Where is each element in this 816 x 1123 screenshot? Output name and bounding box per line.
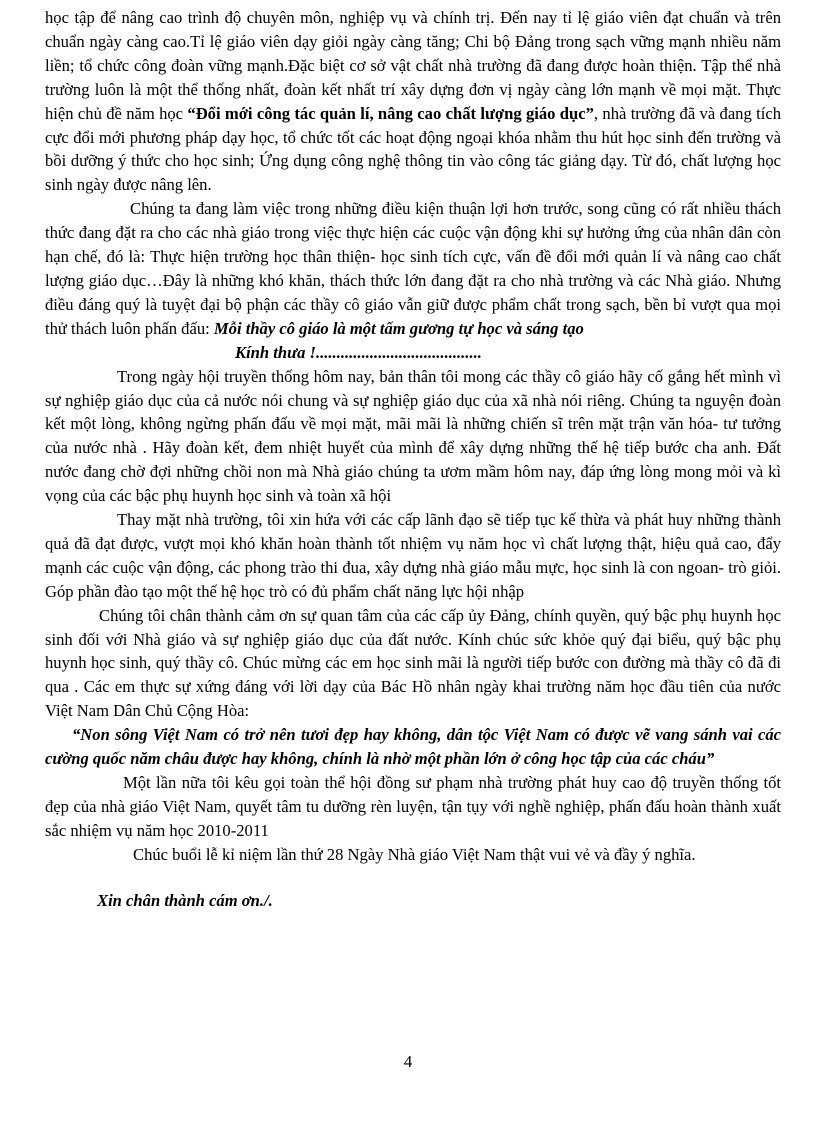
paragraph-challenges <box>45 197 781 340</box>
paragraph-text: Chúng ta đang làm việc trong những điều kiện thuận lợi hơn trước, song cũng có rất nhiều thách thức đang đặt ra cho các nhà giáo trong việc thực hiện các cuộc vận động khi sự hưởng ứng của nhân dân còn hạn chế, đó là: Thực hiện trường học thân thiện- học sinh tích cực, vấn đề đổi mới quản lí và nâng cao chất lượng giáo dục…Đây là những khó khăn, thách thức lớn đang đặt ra cho nhà trường và các Nhà giáo. Nhưng điều đáng quý là tuyệt đại bộ phận các thầy cô giáo vẫn giữ được phẩm chất trong sạch, bền bỉ vượt qua mọi thử thách luôn phấn đấu: <box>45 199 781 338</box>
paragraph-achievements <box>45 6 781 197</box>
teacher-motto: Mỗi thầy cô giáo là một tấm gương tự học và sáng tạo <box>213 318 584 338</box>
document-page <box>45 6 781 913</box>
school-year-theme: “Đổi mới công tác quản lí, nâng cao chất lượng giáo dục” <box>187 103 594 123</box>
salutation: Kính thưa !........................................ <box>235 342 482 362</box>
paragraph-commitment: Thay mặt nhà trường, tôi xin hứa với các cấp lãnh đạo sẽ tiếp tục kế thừa và phát huy những thành quả đã đạt được, vượt mọi khó khăn hoàn thành tốt nhiệm vụ năm học vì chất lượng thật, hiệu quả cao, đẩy mạnh các cuộc vận động, các phong trào thi đua, xây dựng nhà giáo mẫu mực, học sinh là con ngoan- trò giỏi. Góp phần đào tạo một thế hệ học trò có đủ phẩm chất năng lực hội nhập <box>45 510 781 601</box>
paragraph-text: học tập để nâng cao trình độ chuyên môn, nghiệp vụ và chính trị. Đến nay tỉ lệ giáo viên đạt chuẩn và trên chuẩn ngày càng cao.Tỉ lệ giáo viên dạy giỏi ngày càng tăng; Chi bộ Đảng trong sạch vững mạnh nhiều năm liền; tổ chức công đoàn vững mạnh.Đặc biệt cơ sở vật chất nhà trường đã đang được hoàn thiện. Tập thể nhà trường luôn là một thể thống nhất, đoàn kết nhất trí xây dựng đơn vị ngày càng lớn mạnh về mọi mặt. Thực hiện chủ đề năm học <box>45 8 781 123</box>
paragraph-call-to-action: Một lần nữa tôi kêu gọi toàn thể hội đồng sư phạm nhà trường phát huy cao độ truyền thống tốt đẹp của nhà giáo Việt Nam, quyết tâm tu dưỡng rèn luyện, tận tụy với nghề nghiệp, phấn đấu hoàn thành xuất sắc nhiệm vụ năm học 2010-2011 <box>45 773 781 840</box>
ho-chi-minh-quote: “Non sông Việt Nam có trở nên tươi đẹp hay không, dân tộc Việt Nam có được vẽ vang sánh vai các cường quốc năm châu được hay không, chính là nhờ một phần lớn ở công học tập của các cháu” <box>45 725 781 769</box>
closing-thanks: Xin chân thành cám ơn./. <box>97 890 273 910</box>
paragraph-text: , nhà trường đã và đang tích cực đổi mới phương pháp dạy học, tổ chức tốt các hoạt động ngoại khóa nhằm thu hút học sinh đến trường và bồi dưỡng ý thức cho học sinh; Ứng dụng công nghệ thông tin vào công tác giảng dạy. Từ đó, chất lượng học sinh ngày được nâng lên. <box>45 103 781 195</box>
paragraph-gratitude: Chúng tôi chân thành cảm ơn sự quan tâm của các cấp ủy Đảng, chính quyền, quý bậc phụ huynh học sinh đối với Nhà giáo và sự nghiệp giáo dục của đất nước. Kính chúc sức khỏe quý đại biểu, quý bậc phụ huynh học sinh, quý thầy cô. Chúc mừng các em học sinh mãi là người tiếp bước con đường mà thầy cô đã đi qua . Các em thực sự xứng đáng với lời dạy của Bác Hồ nhân ngày khai trường năm học đầu tiên của nước Việt Nam Dân Chủ Cộng Hòa: <box>45 605 781 721</box>
page-number: 4 <box>403 1052 413 1071</box>
paragraph-hopes: Trong ngày hội truyền thống hôm nay, bản thân tôi mong các thầy cô giáo hãy cố gắng hết mình vì sự nghiệp giáo dục của cả nước nói chung và sự nghiệp giáo dục của xã nhà nói riêng. Chúng ta nguyện đoàn kết một lòng, không ngừng phấn đấu về mọi mặt, mãi mãi là những chiến sĩ trên mặt trận văn hóa- tư tưởng của nước nhà . Hãy đoàn kết, đem nhiệt huyết của mình để xây dựng những thế hệ tiếp bước cha anh. Đất nước đang chờ đợi những chồi non mà Nhà giáo chúng ta ươm mầm hôm nay, đáp ứng lòng mong mỏi và kì vọng của các bậc phụ huynh học sinh và toàn xã hội <box>45 366 781 506</box>
paragraph-closing-wish: Chúc buổi lễ kỉ niệm lần thứ 28 Ngày Nhà giáo Việt Nam thật vui vẻ và đầy ý nghĩa. <box>133 844 696 864</box>
